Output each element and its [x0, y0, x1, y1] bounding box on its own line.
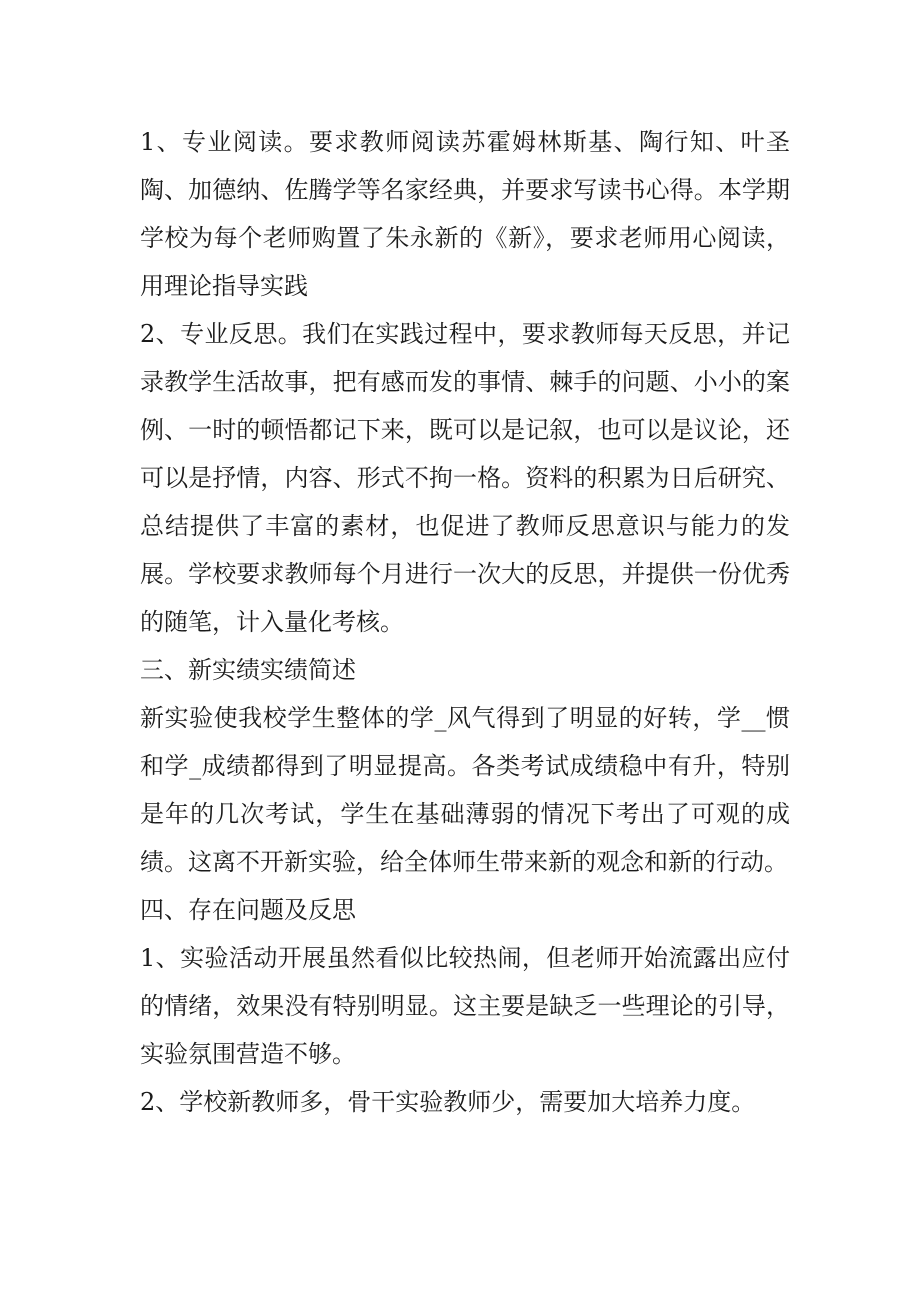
- document-page: [140, 118, 790, 1126]
- section-heading-results: 三、新实绩实绩简述: [140, 656, 356, 684]
- paragraph-professional-reading: 1、专业阅读。要求教师阅读苏霍姆林斯基、陶行知、叶圣陶、加德纳、佐腾学等名家经典，并要求写读书心得。本学期学校为每个老师购置了朱永新的《新》，要求老师用心阅读，用理论指导实践: [140, 128, 790, 300]
- paragraph-problem-1: 1、实验活动开展虽然看似比较热闹，但老师开始流露出应付的情绪，效果没有特别明显。这主要是缺乏一些理论的引导，实验氛围营造不够。: [140, 944, 790, 1068]
- paragraph-professional-reflection: 2、专业反思。我们在实践过程中，要求教师每天反思，并记录教学生活故事，把有感而发的事情、棘手的问题、小小的案例、一时的顿悟都记下来，既可以是记叙，也可以是议论，还可以是抒情，内容、形式不拘一格。资料的积累为日后研究、总结提供了丰富的素材，也促进了教师反思意识与能力的发展。学校要求教师每个月进行一次大的反思，并提供一份优秀的随笔，计入量化考核。: [140, 320, 790, 636]
- paragraph-problem-2: 2、学校新教师多，骨干实验教师少，需要加大培养力度。: [140, 1088, 756, 1116]
- section-heading-problems: 四、存在问题及反思: [140, 896, 356, 924]
- paragraph-results: 新实验使我校学生整体的学_风气得到了明显的好转，学__惯和学_成绩都得到了明显提高。各类考试成绩稳中有升，特别是年的几次考试，学生在基础薄弱的情况下考出了可观的成绩。这离不开新实验，给全体师生带来新的观念和新的行动。: [140, 704, 790, 876]
